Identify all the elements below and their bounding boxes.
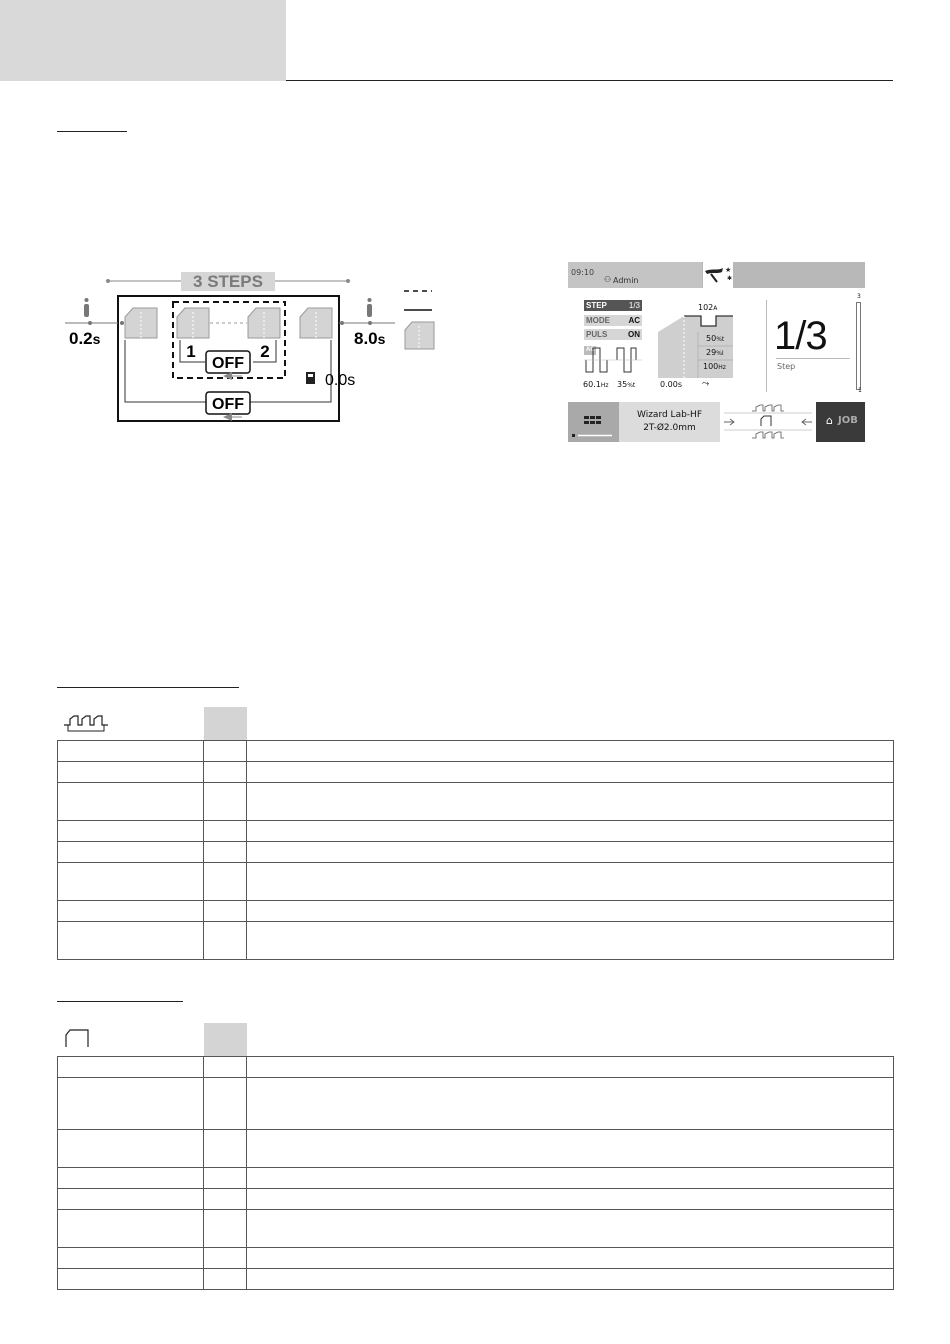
step-tag — [584, 300, 642, 311]
section-heading-underline — [57, 1001, 183, 1002]
ac-frequency: 60.1Hz — [583, 380, 609, 389]
table-row — [58, 1057, 894, 1078]
multistep-parameter-table — [57, 707, 894, 960]
table-row — [58, 821, 894, 842]
ac-balance: 35%t — [617, 380, 636, 389]
torch-trigger-icon — [367, 298, 372, 317]
mode-tag-label: MODE — [586, 316, 610, 325]
ac-badge: AC — [586, 347, 595, 353]
section-heading-underline — [57, 687, 239, 688]
job-info-box[interactable] — [619, 402, 720, 442]
wizard-job-mode: 2T-Ø2.0mm — [643, 423, 696, 433]
step-icon — [58, 1023, 98, 1051]
puls-tag — [584, 329, 642, 340]
loop-end-number: 2 — [260, 342, 270, 361]
torch-trigger-icon — [84, 298, 89, 317]
header-description-cell — [247, 1023, 894, 1057]
steps-label: 3 STEPS — [193, 272, 263, 291]
multistep-icon — [58, 707, 128, 735]
weld-current: 102A — [698, 303, 718, 312]
header-grey-cell — [204, 707, 247, 741]
table-row — [58, 1189, 894, 1210]
step-parameter-table — [57, 1023, 894, 1290]
job-button[interactable] — [816, 402, 865, 442]
table-row — [58, 1248, 894, 1269]
job-label: JOB — [838, 415, 858, 426]
step-caption: Step — [777, 362, 796, 371]
pulse-duty: 50%t — [706, 334, 725, 343]
torch-icon: ⤳ — [702, 379, 710, 389]
puls-tag-label: PULS — [586, 330, 608, 339]
table-row — [58, 922, 894, 960]
table-row — [58, 1168, 894, 1189]
table-row — [58, 783, 894, 821]
header-description-cell — [247, 707, 894, 741]
puls-tag-value: ON — [628, 330, 640, 339]
header-grey-block — [0, 0, 286, 81]
panel-top-bar — [568, 262, 865, 288]
clock: 09:10 — [571, 268, 595, 277]
pause-time: 0.0s — [325, 372, 356, 389]
loop-start-number: 1 — [186, 342, 196, 361]
table-header-row — [58, 1023, 894, 1057]
step-tag-value: 1/3 — [628, 301, 640, 310]
wizard-button[interactable] — [703, 262, 733, 288]
header-grey-cell — [204, 1023, 247, 1057]
table-row — [58, 1210, 894, 1248]
svg-text:8.0s — [354, 329, 386, 348]
home-icon: ⌂ — [826, 414, 833, 427]
hourglass-icon — [306, 372, 315, 384]
step-icon — [761, 416, 771, 426]
step-value-large: 1/3 — [774, 314, 827, 358]
multistep-sequence-diagram — [60, 262, 460, 432]
table-row — [58, 741, 894, 762]
multistep-symbol-cell — [58, 707, 204, 741]
table-row — [58, 1130, 894, 1168]
scale-top-label: 3 — [857, 293, 861, 300]
wizard-job-name: Wizard Lab-HF — [637, 410, 702, 420]
multistep-icon — [752, 405, 784, 438]
end-time-unit: s — [377, 331, 386, 347]
step-scale-bar[interactable] — [856, 302, 861, 390]
table-row — [58, 842, 894, 863]
pulse-frequency: 100Hz — [703, 362, 726, 371]
arrow-left-icon — [802, 419, 812, 425]
start-time-value: 0.2 — [69, 329, 93, 348]
svg-text:✱: ✱ — [727, 276, 733, 282]
table-row — [58, 1078, 894, 1130]
outer-off-label: OFF — [212, 396, 244, 413]
svg-text:0.2s — [69, 329, 101, 348]
pulse-base-current: 29%I — [706, 348, 724, 357]
table-row — [58, 1269, 894, 1290]
user-name: Admin — [613, 276, 639, 285]
panel-bottom-bar — [568, 402, 865, 442]
end-time-value: 8.0 — [354, 329, 378, 348]
grid-menu-icon — [568, 402, 619, 442]
welder-display-panel — [568, 262, 865, 442]
start-time-unit: s — [92, 331, 101, 347]
wizard-icon — [703, 262, 733, 288]
menu-button[interactable] — [568, 402, 619, 442]
arrow-right-icon — [724, 419, 734, 425]
table-row — [58, 863, 894, 901]
ac-waveform-graph — [584, 344, 642, 374]
scale-bottom-label: 1 — [858, 387, 862, 394]
sequence-time: 0.00s — [660, 380, 682, 389]
step-tag-label: STEP — [586, 301, 607, 310]
step-symbol-cell — [58, 1023, 204, 1057]
user-icon: ⚇ — [604, 275, 612, 284]
loop-off-label: OFF — [212, 355, 244, 372]
section-heading-underline — [57, 131, 127, 132]
table-header-row — [58, 707, 894, 741]
table-row — [58, 901, 894, 922]
sequence-selector[interactable] — [720, 402, 816, 442]
mode-tag — [584, 315, 642, 326]
header-rule — [286, 80, 893, 81]
mode-tag-value: AC — [628, 316, 640, 325]
svg-text:★: ★ — [725, 267, 732, 274]
table-row — [58, 762, 894, 783]
